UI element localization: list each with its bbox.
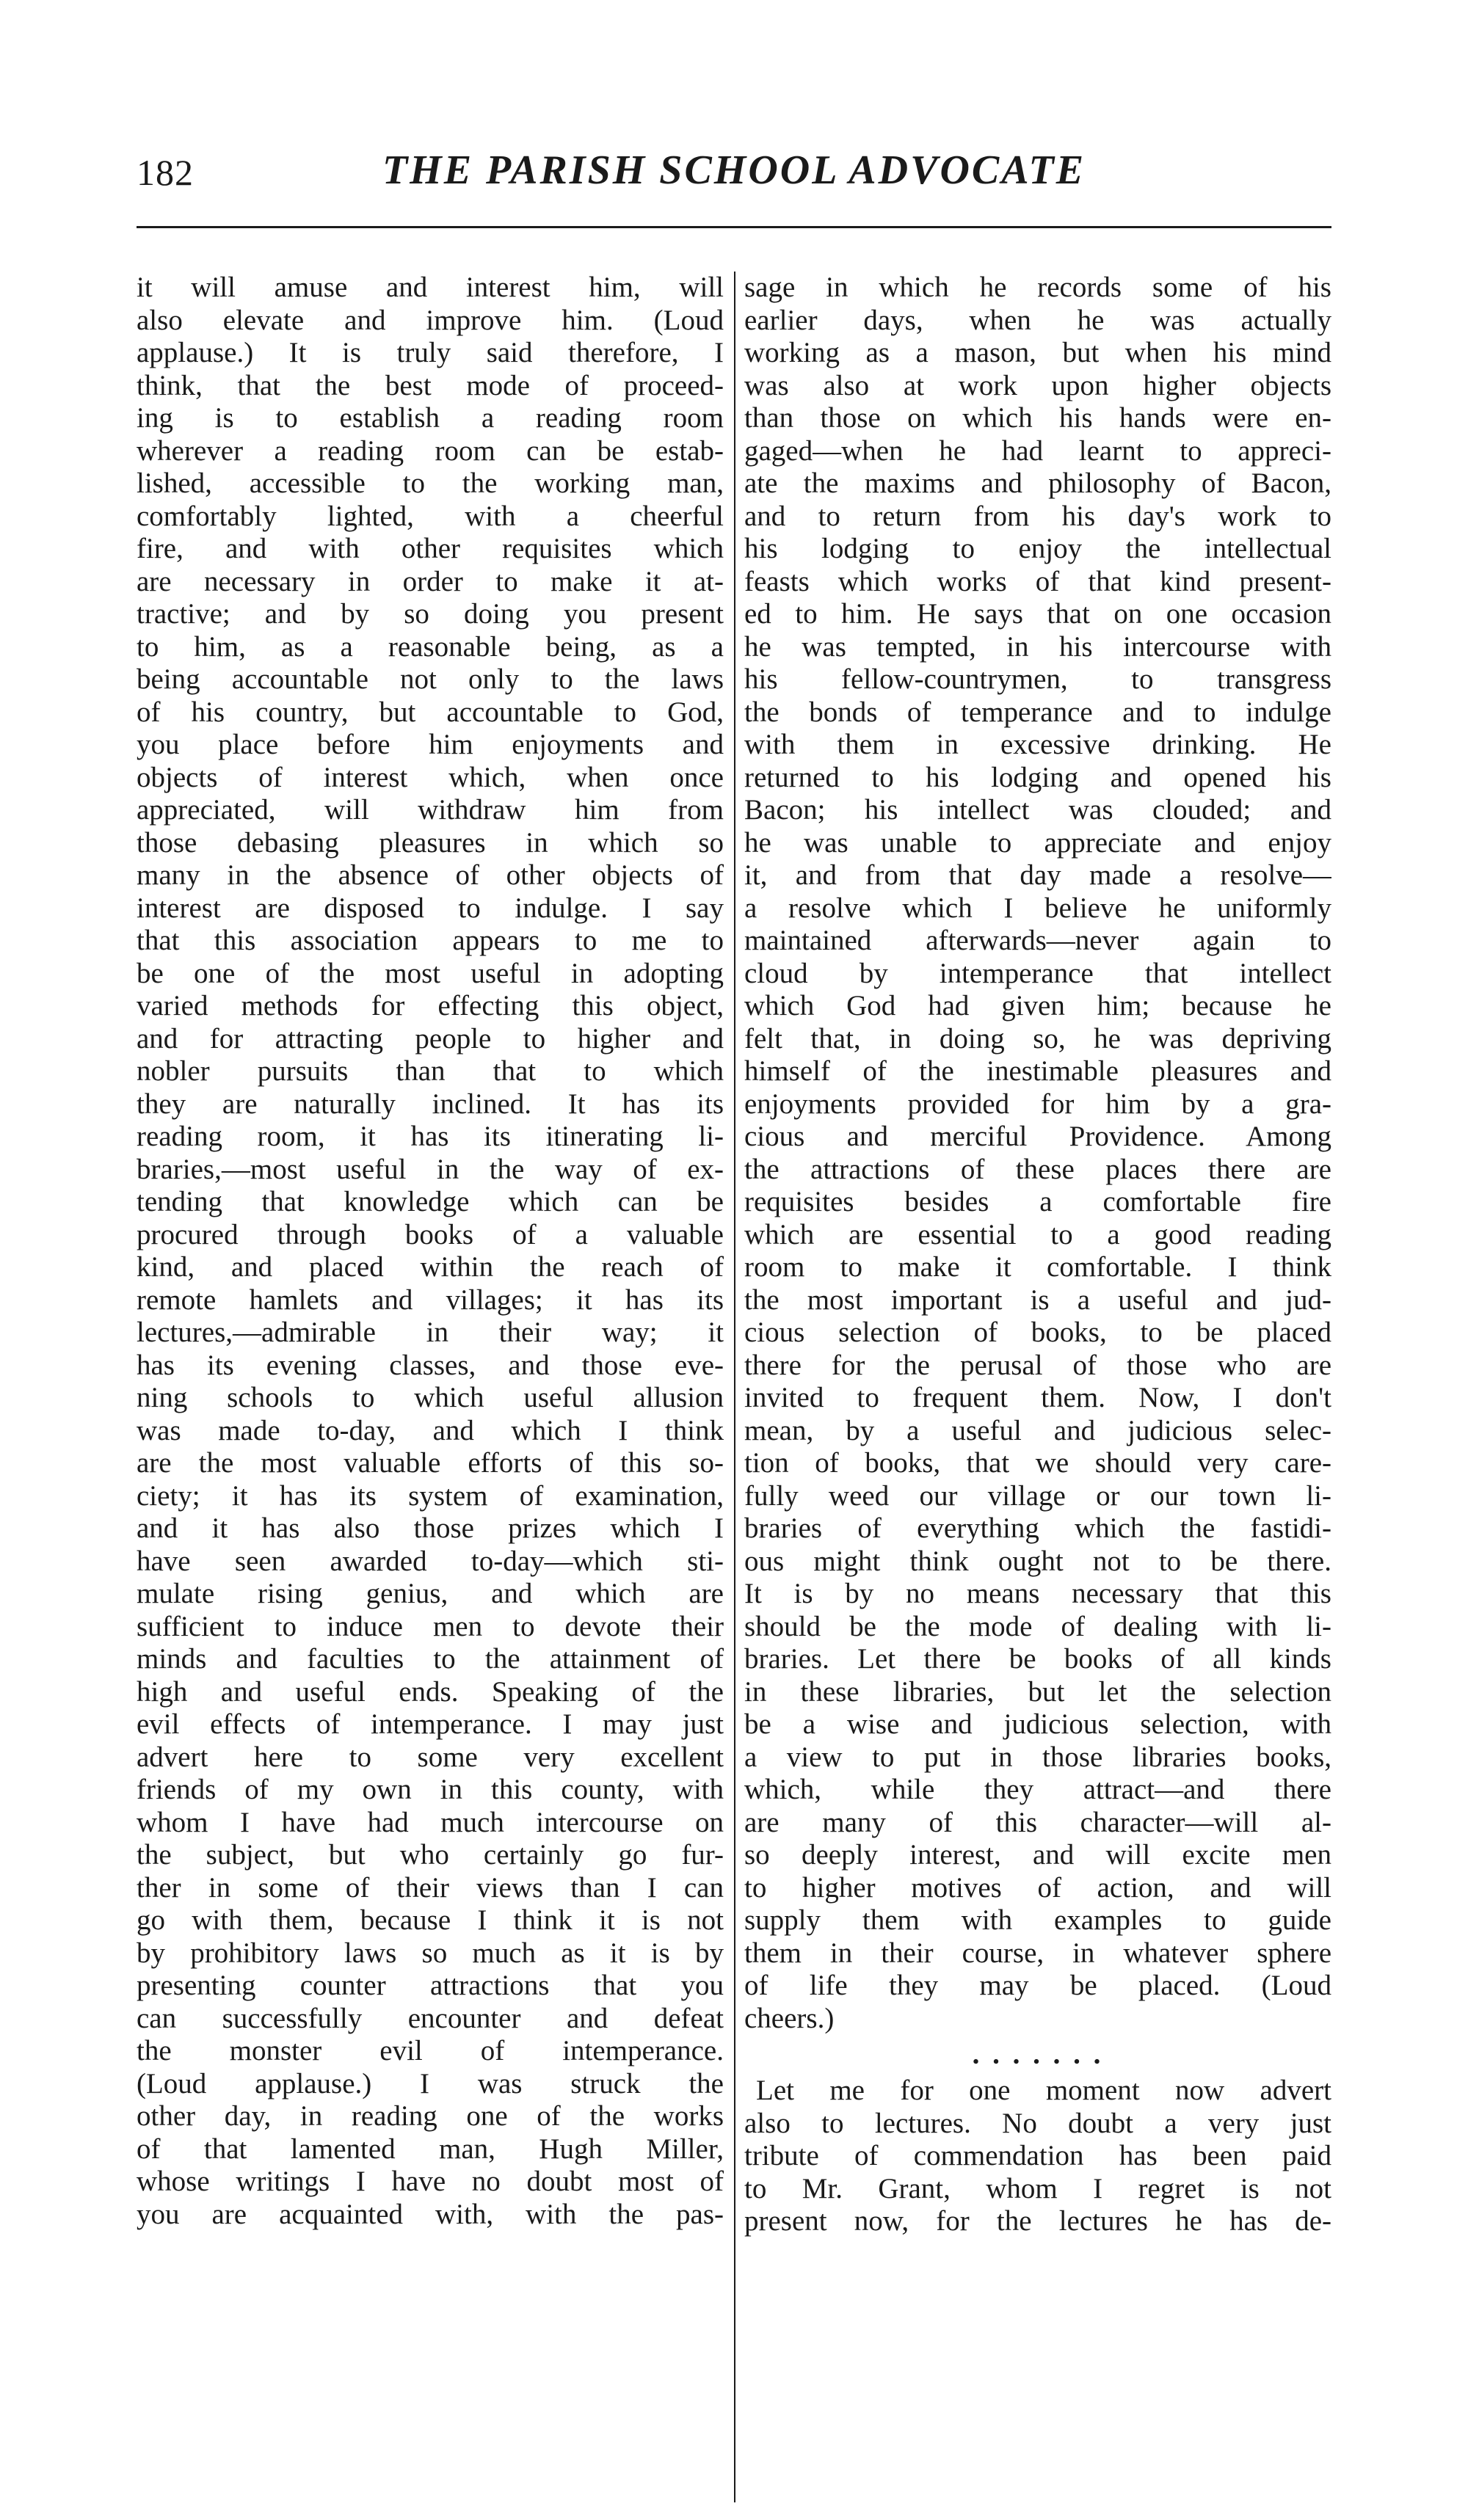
text-line: in these libraries, but let the selection [744,1675,1331,1708]
text-line: he was unable to appreciate and enjoy [744,826,1331,859]
text-line: wherever a reading room can be estab- [137,434,724,467]
text-line: gaged—when he had learnt to appreci- [744,434,1331,467]
text-line: was made to-day, and which I think [137,1414,724,1446]
text-line: cious selection of books, to be placed [744,1317,1331,1348]
text-line: the most important is a useful and jud- [744,1283,1331,1316]
text-line: felt that, in doing so, he was depriving [744,1022,1331,1055]
text-line: being accountable not only to the laws [137,663,724,695]
text-line: a resolve which I believe he uniformly [744,892,1331,924]
text-line: many in the absence of other objects of [137,859,724,891]
text-line: invited to frequent them. Now, I don't [744,1382,1331,1413]
text-line: can successfully encounter and defeat [137,2002,724,2034]
text-line: evil effects of intemperance. I may just [137,1708,724,1740]
text-line: working as a mason, but when his mind [744,337,1331,368]
text-line: ous might think ought not to be there. [744,1545,1331,1577]
text-line: nobler pursuits than that to which [137,1055,724,1087]
text-line: and it has also those prizes which I [137,1512,724,1544]
text-line: It is by no means necessary that this [744,1578,1331,1609]
text-line: which God had given him; because he [744,990,1331,1022]
text-line: and to return from his day's work to [744,500,1331,532]
text-line: be one of the most useful in adopting [137,957,724,989]
text-line: you place before him enjoyments and [137,729,724,760]
text-line: kind, and placed within the reach of [137,1251,724,1283]
text-line: them in their course, in whatever sphere [744,1937,1331,1969]
text-line: have seen awarded to-day—which sti- [137,1545,724,1577]
text-line: tractive; and by so doing you present [137,598,724,630]
text-line: ciety; it has its system of examination, [137,1479,724,1512]
ellipsis-break: . . . . . . . [972,2039,1104,2070]
text-line: the subject, but who certainly go fur- [137,1839,724,1871]
text-line: objects of interest which, when once [137,761,724,793]
text-line: of his country, but accountable to God, [137,696,724,728]
text-line: cloud by intemperance that intellect [744,957,1331,989]
left-column [137,272,724,2231]
text-line: sufficient to induce men to devote their [137,1610,724,1642]
text-line: mulate rising genius, and which are [137,1578,724,1609]
text-line: fire, and with other requisites which [137,533,724,564]
text-line: whom I have had much intercourse on [137,1806,724,1838]
text-line: they are naturally inclined. It has its [137,1088,724,1120]
text-line: cious and merciful Providence. Among [744,1121,1331,1152]
text-line: braries. Let there be books of all kinds [744,1643,1331,1675]
text-line: requisites besides a comfortable fire [744,1186,1331,1217]
text-line: other day, in reading one of the works [137,2100,724,2132]
text-line: earlier days, when he was actually [744,304,1331,336]
text-line: also elevate and improve him. (Loud [137,304,724,336]
text-line: so deeply interest, and will excite men [744,1839,1331,1871]
text-line: of that lamented man, Hugh Miller, [137,2133,724,2165]
text-line: feasts which works of that kind present- [744,565,1331,597]
text-line: procured through books of a valuable [137,1218,724,1250]
text-line: present now, for the lectures he has de- [744,2205,1331,2237]
text-line: to higher motives of action, and will [744,1871,1331,1904]
text-line: high and useful ends. Speaking of the [137,1675,724,1708]
text-line: those debasing pleasures in which so [137,826,724,859]
text-line: lectures,—admirable in their way; it [137,1317,724,1348]
text-line: are many of this character—will al- [744,1806,1331,1838]
text-line: by prohibitory laws so much as it is by [137,1937,724,1969]
text-line: maintained afterwards—never again to [744,925,1331,956]
text-line: than those on which his hands were en- [744,402,1331,434]
text-line: applause.) It is truly said therefore, I [137,337,724,368]
column-divider [734,272,735,2502]
text-line: you are acquainted with, with the pas- [137,2198,724,2230]
text-line: appreciated, will withdraw him from [137,794,724,826]
text-line: are the most valuable efforts of this so- [137,1447,724,1479]
text-line: interest are disposed to indulge. I say [137,892,724,924]
text-line: of life they may be placed. (Loud [744,1970,1331,2001]
text-line: (Loud applause.) I was struck the [137,2067,724,2100]
text-line: ther in some of their views than I can [137,1871,724,1904]
text-line: his lodging to enjoy the intellectual [744,533,1331,564]
text-line: ing is to establish a reading room [137,402,724,434]
right-column-paragraph [744,272,1331,2035]
text-line: mean, by a useful and judicious selec- [744,1414,1331,1446]
text-line: room to make it comfortable. I think [744,1251,1331,1283]
text-line: the bonds of temperance and to indulge [744,696,1331,728]
text-line: he was tempted, in his intercourse with [744,630,1331,663]
text-line: ate the maxims and philosophy of Bacon, [744,467,1331,499]
text-line: himself of the inestimable pleasures and [744,1055,1331,1087]
text-line: be a wise and judicious selection, with [744,1708,1331,1740]
text-line: and for attracting people to higher and [137,1022,724,1055]
header-rule [137,226,1331,228]
text-line: to Mr. Grant, whom I regret is not [744,2172,1331,2204]
text-line: ed to him. He says that on one occasion [744,598,1331,630]
text-line: ning schools to which useful allusion [137,1382,724,1413]
text-line: which, while they attract—and there [744,1774,1331,1805]
text-line: braries of everything which the fastidi- [744,1512,1331,1544]
text-line: tion of books, that we should very care- [744,1447,1331,1479]
text-line: returned to his lodging and opened his [744,761,1331,793]
text-line: varied methods for effecting this object, [137,990,724,1022]
text-line: the attractions of these places there are [744,1153,1331,1185]
text-line: tribute of commendation has been paid [744,2140,1331,2171]
text-line: sage in which he records some of his [744,272,1331,303]
text-line: friends of my own in this county, with [137,1774,724,1805]
text-line: a view to put in those libraries books, [744,1741,1331,1773]
text-line: tending that knowledge which can be [137,1186,724,1217]
text-line: lished, accessible to the working man, [137,467,724,499]
text-line: reading room, it has its itinerating li- [137,1121,724,1152]
text-line: was also at work upon higher objects [744,369,1331,401]
text-line: there for the perusal of those who are [744,1349,1331,1381]
running-title: THE PARISH SCHOOL ADVOCATE [382,148,1086,193]
text-line: whose writings I have no doubt most of [137,2166,724,2197]
text-line: cheers.) [744,2002,835,2034]
text-line: the monster evil of intemperance. [137,2035,724,2066]
right-column [744,272,1331,2238]
text-line: which are essential to a good reading [744,1218,1331,1250]
text-line: it, and from that day made a resolve— [744,859,1331,891]
text-line: think, that the best mode of proceed- [137,369,724,401]
text-line: braries,—most useful in the way of ex- [137,1153,724,1185]
text-line: supply them with examples to guide [744,1904,1331,1936]
text-line: go with them, because I think it is not [137,1904,724,1936]
text-line: should be the mode of dealing with li- [744,1610,1331,1642]
text-line: Let me for one moment now advert [756,2075,1331,2106]
page-header [137,147,1331,214]
text-line: presenting counter attractions that you [137,1970,724,2001]
page-number: 182 [137,152,194,193]
text-line: that this association appears to me to [137,925,724,956]
text-line: has its evening classes, and those eve- [137,1349,724,1381]
text-line: to him, as a reasonable being, as a [137,630,724,663]
right-column-continuation [744,2075,1331,2238]
text-line: are necessary in order to make it at- [137,565,724,597]
text-line: fully weed our village or our town li- [744,1479,1331,1512]
text-line: his fellow-countrymen, to transgress [744,663,1331,695]
text-line: enjoyments provided for him by a gra- [744,1088,1331,1120]
text-line: with them in excessive drinking. He [744,729,1331,760]
text-line: minds and faculties to the attainment of [137,1643,724,1675]
text-line: also to lectures. No doubt a very just [744,2107,1331,2139]
text-line: comfortably lighted, with a cheerful [137,500,724,532]
text-line: it will amuse and interest him, will [137,272,724,303]
text-line: advert here to some very excellent [137,1741,724,1773]
text-line: Bacon; his intellect was clouded; and [744,794,1331,826]
text-line: remote hamlets and villages; it has its [137,1283,724,1316]
